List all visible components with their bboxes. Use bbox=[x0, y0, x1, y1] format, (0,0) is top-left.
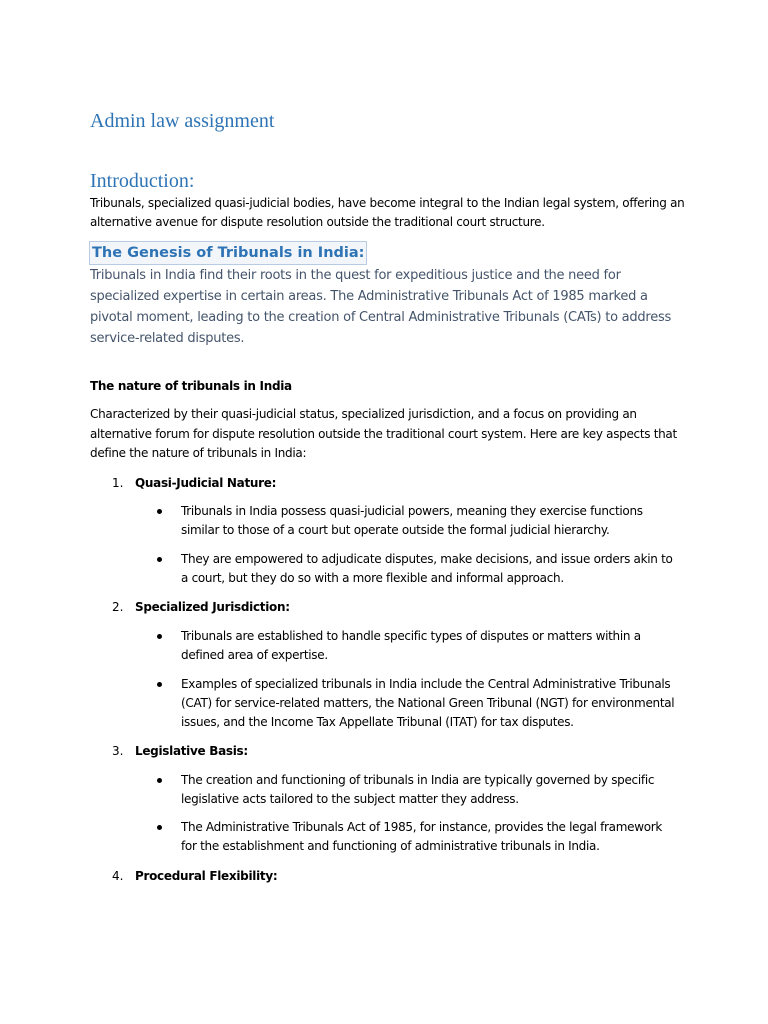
bullet-icon bbox=[157, 557, 162, 562]
list-item-title: Quasi-Judicial Nature: bbox=[135, 476, 277, 490]
bullet-icon bbox=[157, 509, 162, 514]
list-item-number: 3. bbox=[112, 744, 124, 758]
bullet-text: They are empowered to adjudicate disputes, make decisions, and issue orders akin to a court, but they do so with a more flexible and informal approach. bbox=[181, 552, 673, 585]
list-item-number: 4. bbox=[112, 869, 124, 883]
list-item-title: Procedural Flexibility: bbox=[135, 869, 278, 883]
document-title: Admin law assignment bbox=[90, 110, 275, 132]
list-item-number: 1. bbox=[112, 476, 124, 490]
list-item-number: 2. bbox=[112, 600, 124, 614]
bullet-text: Examples of specialized tribunals in India include the Central Administrative Tribunals (CAT) for service-related matters, the National Green Tribunal (NGT) for environmental issues, and the Income Tax Appellate Tribunal (ITAT) for tax disputes. bbox=[181, 677, 675, 729]
bullet-text: The creation and functioning of tribunals in India are typically governed by specific legislative acts tailored to the subject matter they address. bbox=[181, 773, 655, 806]
genesis-paragraph: Tribunals in India find their roots in the quest for expeditious justice and the need for specialized expertise in certain areas. The Administrative Tribunals Act of 1985 marked a pivotal moment, leading to the creation of Central Administrative Tribunals (CATs) to address service-related disputes. bbox=[90, 268, 672, 346]
list-item-title: Specialized Jurisdiction: bbox=[135, 600, 290, 614]
bullet-icon bbox=[157, 825, 162, 830]
bullet-text: The Administrative Tribunals Act of 1985, for instance, provides the legal framework for the establishment and functioning of administrative tribunals in India. bbox=[181, 820, 663, 853]
bullet-icon bbox=[157, 634, 162, 639]
bullet-icon bbox=[157, 778, 162, 783]
nature-paragraph: Characterized by their quasi-judicial status, specialized jurisdiction, and a focus on providing an alternative forum for dispute resolution outside the traditional court system. Here are key aspects that define the nature of tribunals in India: bbox=[90, 407, 677, 460]
bullet-text: Tribunals are established to handle specific types of disputes or matters within a defined area of expertise. bbox=[181, 629, 641, 662]
bullet-text: Tribunals in India possess quasi-judicial powers, meaning they exercise functions similar to those of a court but operate outside the formal judicial hierarchy. bbox=[181, 504, 643, 537]
nature-heading: The nature of tribunals in India bbox=[90, 379, 292, 393]
introduction-paragraph: Tribunals, specialized quasi-judicial bodies, have become integral to the Indian legal system, offering an alternative avenue for dispute resolution outside the traditional court structure. bbox=[90, 196, 685, 229]
list-item-title: Legislative Basis: bbox=[135, 744, 248, 758]
introduction-heading: Introduction: bbox=[90, 170, 195, 192]
bullet-icon bbox=[157, 682, 162, 687]
genesis-heading: The Genesis of Tribunals in India: bbox=[89, 241, 367, 265]
